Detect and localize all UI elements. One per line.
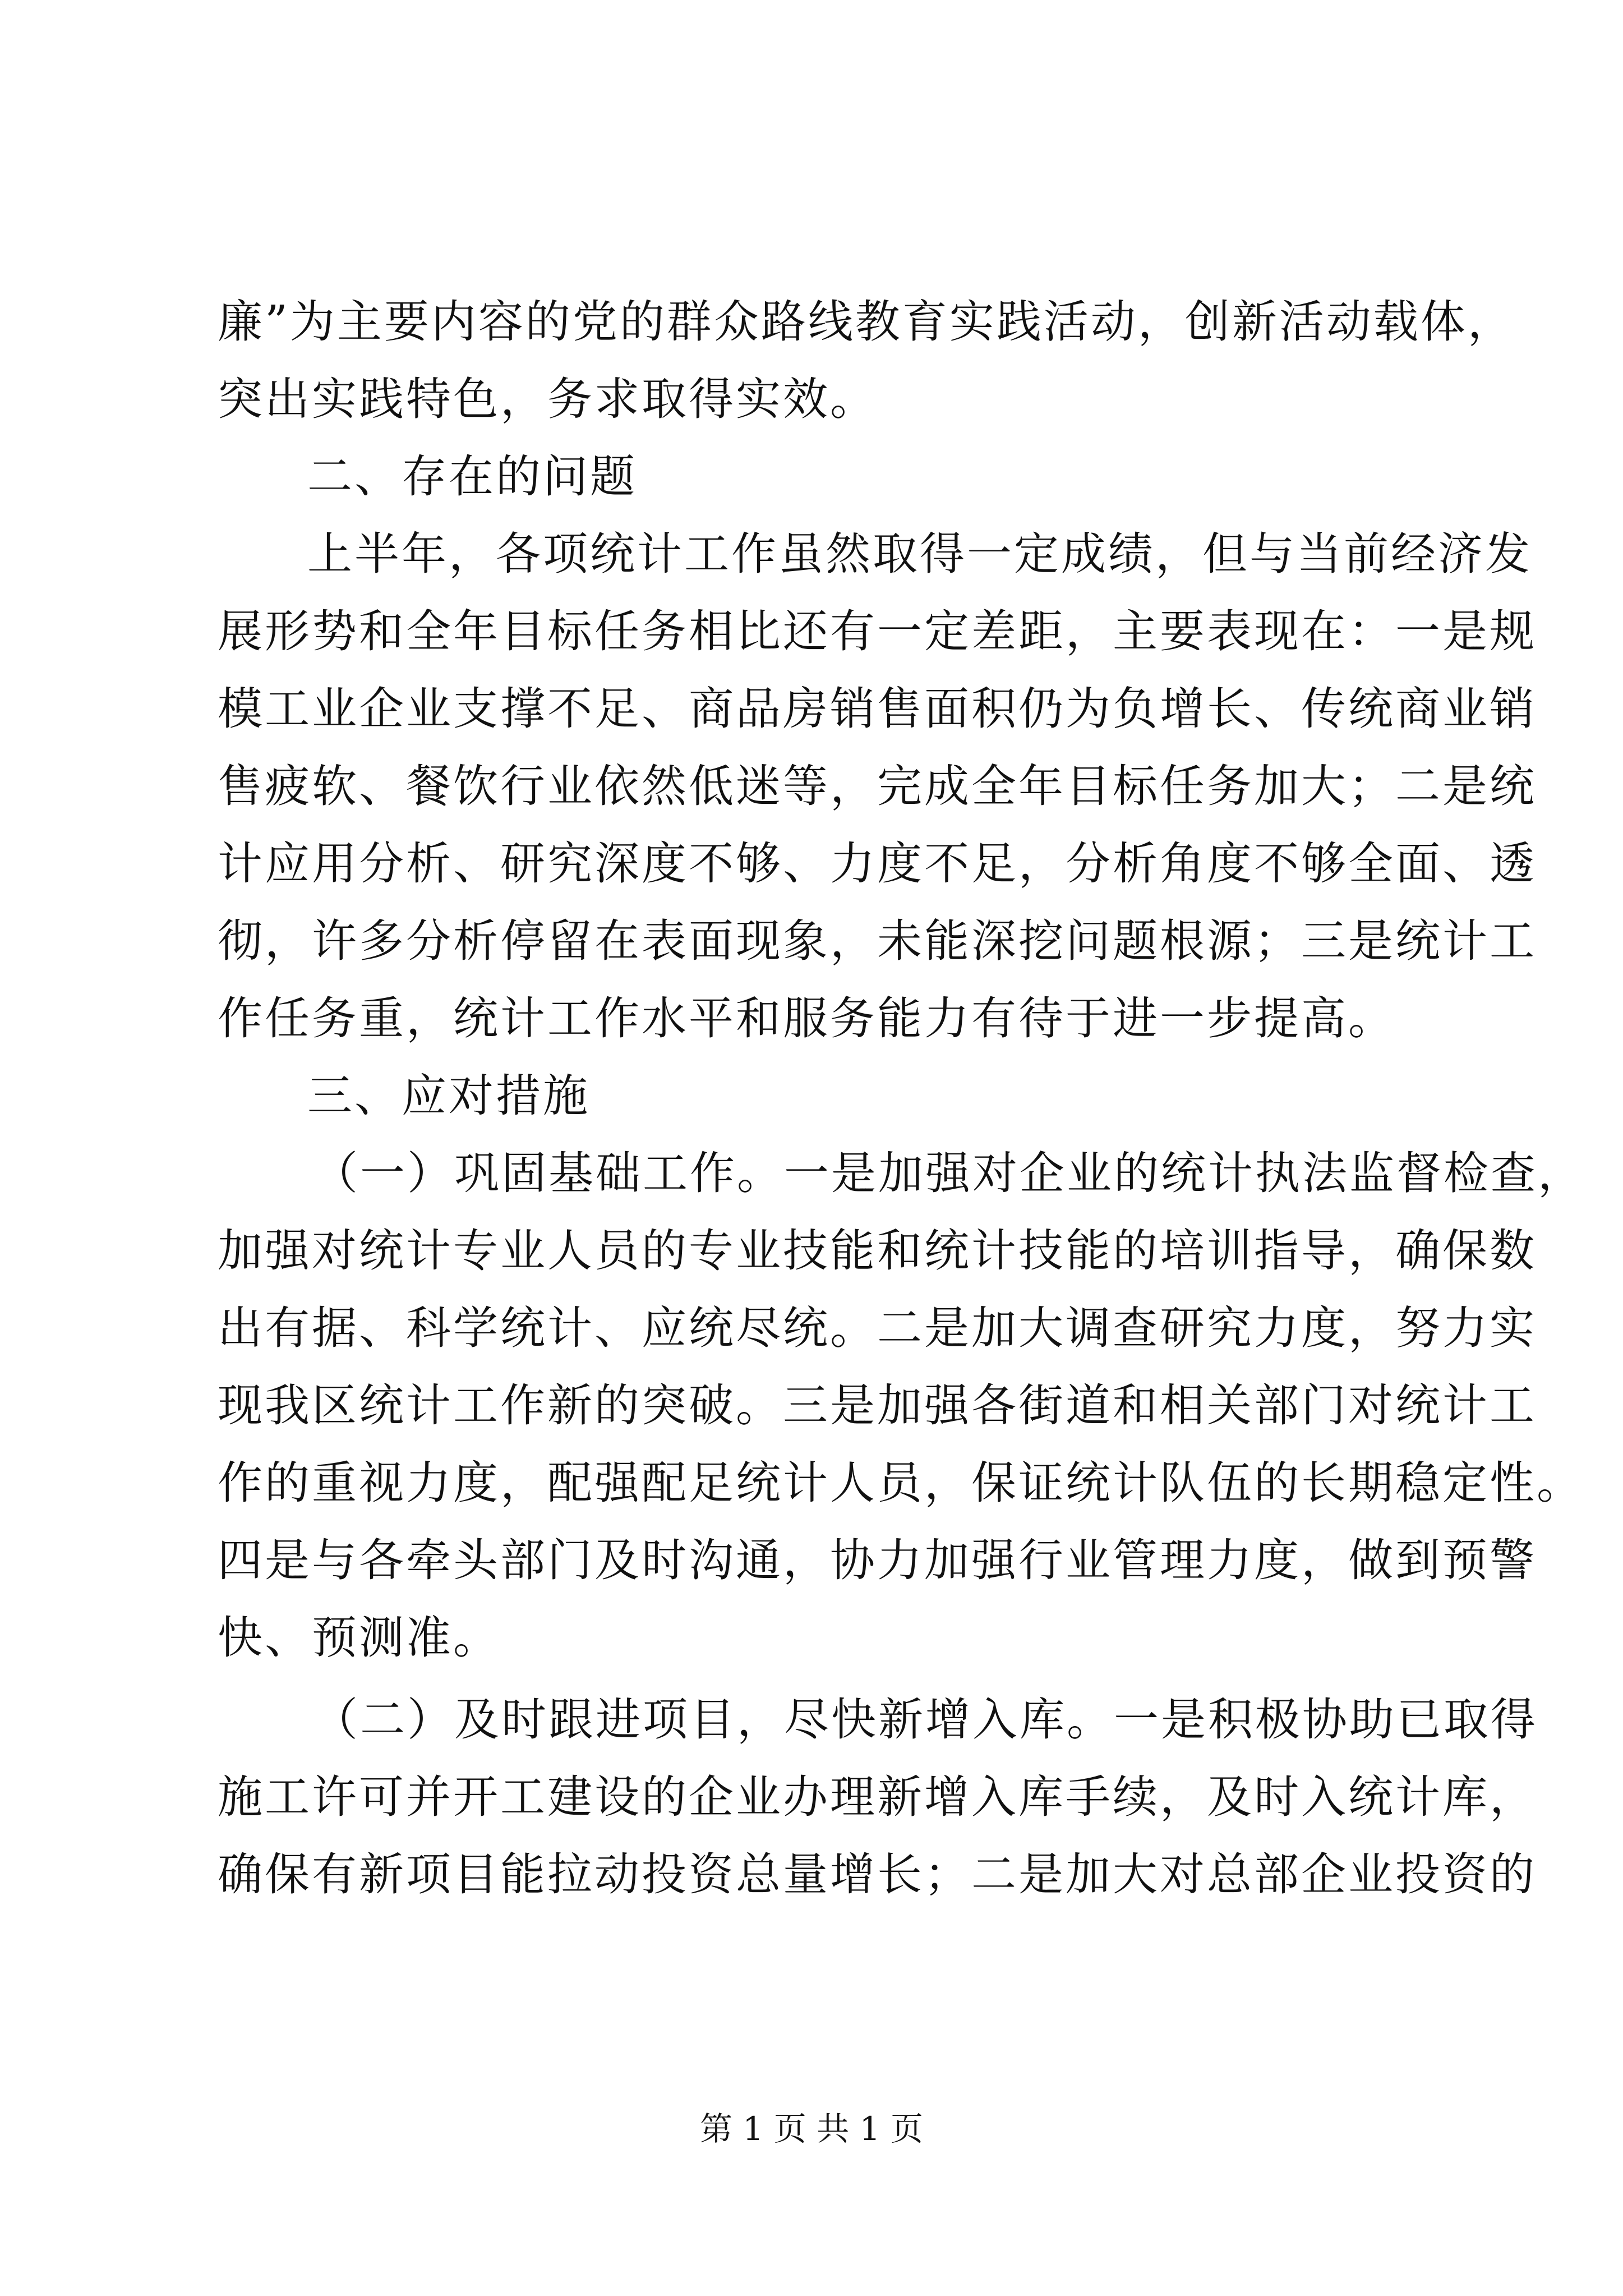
section-heading-problems: 二、存在的问题 — [307, 450, 637, 503]
paragraph-line: 售疲软、餐饮行业依然低迷等，完成全年目标任务加大；二是统 — [218, 760, 1537, 812]
paragraph-line: 四是与各牵头部门及时沟通，协力加强行业管理力度，做到预警 — [218, 1534, 1537, 1586]
page-number-footer: 第 1 页 共 1 页 — [700, 2110, 923, 2148]
section-heading-measures: 三、应对措施 — [307, 1070, 590, 1122]
paragraph-line: 作的重视力度，配强配足统计人员，保证统计队伍的长期稳定性。 — [218, 1457, 1584, 1509]
paragraph-line: 彻，许多分析停留在表面现象，未能深挖问题根源；三是统计工 — [218, 915, 1537, 967]
document-body — [218, 283, 1585, 1913]
paragraph-line: 施工许可并开工建设的企业办理新增入库手续，及时入统计库， — [218, 1771, 1537, 1823]
paragraph-line: 模工业企业支撑不足、商品房销售面积仍为负增长、传统商业销 — [218, 683, 1537, 735]
paragraph-line: 计应用分析、研究深度不够、力度不足，分析角度不够全面、透 — [218, 838, 1537, 890]
paragraph-line: 加强对统计专业人员的专业技能和统计技能的培训指导，确保数 — [218, 1225, 1537, 1277]
paragraph-line: 上半年，各项统计工作虽然取得一定成绩，但与当前经济发 — [307, 528, 1532, 580]
paragraph-line: 作任务重，统计工作水平和服务能力有待于进一步提高。 — [218, 992, 1395, 1045]
paragraph-line: 现我区统计工作新的突破。三是加强各街道和相关部门对统计工 — [218, 1379, 1537, 1432]
paragraph-line: 出有据、科学统计、应统尽统。二是加大调查研究力度，努力实 — [218, 1302, 1537, 1354]
paragraph-line: 廉”为主要内容的党的群众路线教育实践活动，创新活动载体， — [218, 296, 1515, 348]
paragraph-line: （二）及时跟进项目，尽快新增入库。一是积极协助已取得 — [313, 1694, 1538, 1746]
paragraph-line: 确保有新项目能拉动投资总量增长；二是加大对总部企业投资的 — [218, 1848, 1537, 1901]
paragraph-line: 快、预测准。 — [218, 1612, 500, 1664]
paragraph-line: （一）巩固基础工作。一是加强对企业的统计执法监督检查， — [313, 1147, 1585, 1199]
paragraph-line: 展形势和全年目标任务相比还有一定差距，主要表现在：一是规 — [218, 605, 1537, 657]
paragraph-line: 突出实践特色，务求取得实效。 — [218, 373, 877, 425]
